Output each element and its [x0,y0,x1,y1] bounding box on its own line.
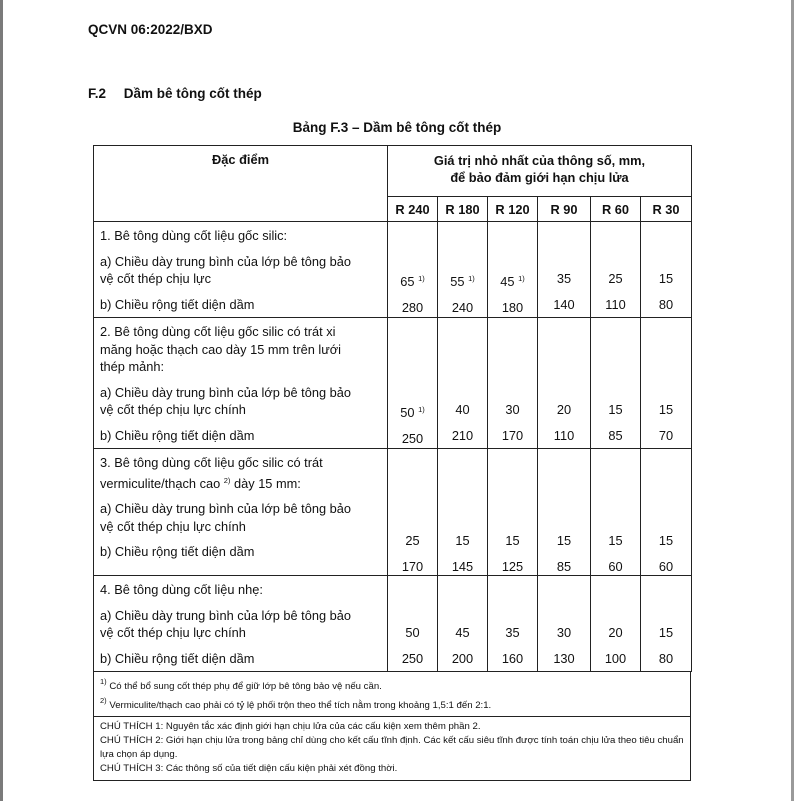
spacer [538,607,590,625]
spacer [388,358,437,376]
value-cell [538,318,591,449]
section-title: Dầm bê tông cốt thép [123,86,262,101]
row-gap [538,288,590,296]
row-gap [641,288,691,296]
row-gap [591,245,640,253]
cover-thickness-value [591,270,640,288]
value-number: 30 [505,402,520,417]
spacer [591,227,640,245]
row-gap [100,492,381,500]
value-cell [591,576,641,672]
value-number: 15 [608,533,623,548]
cover-thickness-value [641,624,691,642]
footnote [100,675,684,694]
notes-block [93,671,691,781]
header-rating: R 240 [388,197,438,222]
spacer [591,253,640,271]
spacer [388,227,437,245]
spacer [591,472,640,490]
cover-thickness-value [438,401,487,419]
section-width-value: 85 [556,558,572,574]
spacer [488,341,537,359]
value-cell [641,449,692,576]
spacer [641,607,691,625]
row-gap [591,288,640,296]
cover-thickness-value [591,624,640,642]
group-title-line: thép mảnh: [100,359,165,374]
spacer [641,358,691,376]
spacer [538,358,590,376]
spacer [538,341,590,359]
spacer [538,323,590,341]
spacer [641,323,691,341]
section-width-value: 210 [451,427,474,443]
row-gap [438,599,487,607]
row-gap [641,599,691,607]
value-number: 65 [400,274,415,289]
row-gap [641,550,691,558]
spacer [591,581,640,599]
spacer [438,227,487,245]
section-width-value: 170 [401,558,424,574]
row-gap [388,245,437,253]
row-gap [438,291,487,299]
row-gap [488,291,537,299]
spacer [438,253,487,271]
spacer [591,515,640,533]
row-gap [488,419,537,427]
feature-cell [94,576,388,672]
value-cell [438,449,488,576]
spacer [488,384,537,402]
section-width-value: 110 [553,427,575,443]
spacer [538,581,590,599]
value-number: 20 [608,625,623,640]
cover-thickness-value [388,532,437,550]
spacer [438,341,487,359]
row-gap [100,642,381,650]
value-cell [488,318,538,449]
value-cell [538,576,591,672]
spacer [388,472,437,490]
footnotes [94,671,690,716]
cover-thickness-value [641,532,691,550]
cover-thickness-value [388,624,437,642]
spacer [591,607,640,625]
spacer [591,358,640,376]
value-number: 45 [500,274,515,289]
value-cell [438,576,488,672]
spacer [538,253,590,271]
spacer [438,384,487,402]
spacer [641,472,691,490]
group-title-line-wrap [100,472,381,493]
section-width-value: 60 [658,558,674,574]
row-gap [100,376,381,384]
cover-thickness-value [538,270,590,288]
row-gap [591,507,640,515]
spacer [438,323,487,341]
value-number: 15 [658,625,674,640]
spacer [488,607,537,625]
sub-item-b-label: b) Chiều rộng tiết diện dầm [100,427,255,443]
group-title-line: 1. Bê tông dùng cốt liệu gốc silic: [100,228,288,243]
spacer [438,489,487,507]
row-gap [488,599,537,607]
row-gap [591,550,640,558]
spacer [538,227,590,245]
value-number: 40 [455,402,470,417]
table-row [94,222,692,318]
section-width-value: 130 [553,650,575,666]
row-gap [641,642,691,650]
sub-item-a-line: vệ cốt thép chịu lực chính [100,518,246,534]
spacer [388,384,437,402]
row-gap [438,376,487,384]
cover-thickness-value [388,401,437,422]
row-gap [641,376,691,384]
spacer [641,581,691,599]
sub-item-a-line: a) Chiều dày trung bình của lớp bê tông bảo [100,501,351,516]
spacer [538,515,590,533]
spacer [488,454,537,472]
remark: CHÚ THÍCH 1: Nguyên tắc xác định giới hạn chịu lửa của các cấu kiện xem thêm phần 2. [100,721,481,732]
table-row [94,318,692,449]
sub-item-a-line: a) Chiều dày trung bình của lớp bê tông bảo [100,607,351,623]
footnote-mark: 1) [100,677,107,686]
document-code: QCVN 06:2022/BXD [88,22,213,37]
row-gap [538,507,590,515]
value-cell [641,222,692,318]
cover-thickness-value [538,401,590,419]
value-cell [641,576,692,672]
cover-thickness-value [538,624,590,642]
sub-item-a-line: a) Chiều dày trung bình của lớp bê tông bảo [100,253,351,269]
row-gap [438,245,487,253]
feature-cell [94,449,388,576]
value-cell [591,222,641,318]
section-width-value: 100 [604,650,627,666]
header-value-line1: Giá trị nhỏ nhất của thông số, mm, [433,153,646,168]
section-width-value: 145 [451,558,474,574]
section-width-value: 125 [501,558,524,574]
cover-thickness-value [438,624,487,642]
row-gap [438,507,487,515]
row-gap [641,507,691,515]
value-number: 15 [455,533,470,548]
footnote-mark: 2) [223,475,231,485]
row-gap [538,550,590,558]
spacer [591,384,640,402]
header-row-top [94,146,692,197]
row-gap [388,507,437,515]
value-cell [488,222,538,318]
section-width-value: 280 [401,299,424,315]
spacer [538,384,590,402]
value-cell [538,222,591,318]
row-gap [388,599,437,607]
row-gap [538,642,590,650]
spacer [488,581,537,599]
spacer [388,454,437,472]
table-row [94,449,692,576]
value-number: 20 [556,402,572,417]
value-number: 15 [556,533,572,548]
cover-thickness-value [641,270,691,288]
row-gap [388,550,437,558]
row-gap [388,376,437,384]
footnote-mark: 1) [418,274,425,283]
value-cell [388,222,438,318]
spacer [488,358,537,376]
value-cell [438,222,488,318]
section-width-value: 80 [658,650,674,666]
spacer [388,323,437,341]
value-number: 55 [450,274,465,289]
spacer [438,472,487,490]
value-cell [488,576,538,672]
spacer [641,341,691,359]
value-cell [438,318,488,449]
group-title-line: 3. Bê tông dùng cốt liệu gốc silic có trát [100,455,323,470]
footnote-text: Có thể bổ sung cốt thép phụ để giữ lớp bê tông bảo vệ nếu cần. [109,681,382,692]
row-gap [438,419,487,427]
row-gap [388,422,437,430]
spacer [641,384,691,402]
row-gap [388,642,437,650]
section-width-value: 70 [658,427,674,443]
section-width-value: 200 [451,650,474,666]
sub-item-a-line: vệ cốt thép chịu lực [100,271,211,286]
spacer [488,323,537,341]
section-width-value: 170 [501,427,524,443]
spacer [538,454,590,472]
section-width-value: 250 [401,650,424,666]
value-cell [388,318,438,449]
row-gap [641,419,691,427]
value-number: 35 [505,625,520,640]
row-gap [591,376,640,384]
spacer [591,489,640,507]
spacer [488,515,537,533]
feature-cell [94,222,388,318]
spacer [388,581,437,599]
footnote [100,694,684,713]
value-number: 25 [405,533,420,548]
footnote-mark: 1) [468,274,475,283]
row-gap [488,642,537,650]
row-gap [488,507,537,515]
row-gap [100,288,381,296]
spacer [488,472,537,490]
sub-item-b-label: b) Chiều rộng tiết diện dầm [100,296,255,312]
header-rating: R 60 [591,197,641,222]
row-gap [591,599,640,607]
cover-thickness-value [591,401,640,419]
spacer [641,253,691,271]
value-number: 15 [658,271,674,286]
group-title-line: 4. Bê tông dùng cốt liệu nhẹ: [100,582,263,597]
row-gap [591,642,640,650]
row-gap [488,376,537,384]
header-feature: Đặc điểm [94,146,388,222]
section-heading [88,86,262,101]
header-rating: R 90 [538,197,591,222]
value-number: 30 [556,625,572,640]
table-title: Bảng F.3 – Dầm bê tông cốt thép [292,120,502,135]
group-title-line: măng hoặc thạch cao dày 15 mm trên lưới [100,341,342,357]
header-rating: R 30 [641,197,692,222]
header-rating: R 180 [438,197,488,222]
spacer [438,454,487,472]
value-number: 45 [455,625,470,640]
row-gap [538,599,590,607]
value-cell [641,318,692,449]
group-title-line: dày 15 mm: [234,475,301,491]
value-number: 15 [608,402,623,417]
header-value [388,146,692,197]
cover-thickness-value [488,624,537,642]
cover-thickness-value [488,532,537,550]
cover-thickness-value [438,270,487,291]
spacer [641,515,691,533]
row-gap [538,245,590,253]
row-gap [538,376,590,384]
cover-thickness-value [591,532,640,550]
group-title-line: vermiculite/thạch cao [100,475,221,491]
section-number: F.2 [88,86,107,101]
row-gap [100,535,381,543]
spacer [591,454,640,472]
sub-item-a-line: vệ cốt thép chịu lực chính [100,402,246,417]
remark: CHÚ THÍCH 2: Giới hạn chịu lửa trong bảng chỉ dùng cho kết cấu tĩnh định. Các kết cấu siêu tĩnh được tính toán chịu lửa theo tiêu chuẩn lựa chọn áp dụng. [100,735,684,760]
cover-thickness-value [538,532,590,550]
spacer [388,515,437,533]
section-width-value: 250 [401,430,424,446]
spacer [438,607,487,625]
row-gap [488,245,537,253]
value-number: 15 [658,533,674,548]
cover-thickness-value [641,401,691,419]
section-width-value: 80 [658,296,674,312]
value-number: 25 [608,271,623,286]
cover-thickness-value [438,532,487,550]
spacer [438,581,487,599]
row-gap [591,419,640,427]
spacer [488,489,537,507]
spacer [591,341,640,359]
footnote-mark: 1) [518,274,525,283]
spacer [488,253,537,271]
table-row [94,576,692,672]
footnote-mark: 1) [418,405,425,414]
row-gap [488,550,537,558]
fire-rating-table [93,145,692,672]
remarks [94,716,690,780]
spacer [538,489,590,507]
spacer [438,515,487,533]
row-gap [438,550,487,558]
section-width-value: 140 [553,296,575,312]
value-cell [591,449,641,576]
row-gap [100,245,381,253]
feature-cell [94,318,388,449]
sub-item-a-line: vệ cốt thép chịu lực chính [100,625,246,640]
spacer [641,227,691,245]
value-number: 50 [400,405,415,420]
section-width-value: 110 [605,296,626,312]
cover-thickness-value [488,401,537,419]
spacer [641,454,691,472]
row-gap [538,419,590,427]
header-value-line2: để bảo đảm giới hạn chịu lửa [450,170,629,185]
row-gap [641,245,691,253]
section-width-value: 240 [451,299,474,315]
value-cell [388,576,438,672]
cover-thickness-value [488,270,537,291]
cover-thickness-value [388,270,437,291]
row-gap [388,291,437,299]
row-gap [100,599,381,607]
row-gap [438,642,487,650]
sub-item-b-label: b) Chiều rộng tiết diện dầm [100,650,255,666]
value-cell [591,318,641,449]
spacer [538,472,590,490]
value-number: 50 [405,625,420,640]
sub-item-b-label: b) Chiều rộng tiết diện dầm [100,544,255,559]
spacer [388,607,437,625]
remark: CHÚ THÍCH 3: Các thông số của tiết diện cấu kiện phải xét đồng thời. [100,763,398,774]
value-number: 15 [505,533,520,548]
row-gap [100,419,381,427]
spacer [591,323,640,341]
value-cell [388,449,438,576]
footnote-mark: 2) [100,696,107,705]
value-cell [488,449,538,576]
value-number: 15 [658,402,674,417]
sub-item-a-line: a) Chiều dày trung bình của lớp bê tông bảo [100,384,351,400]
value-number: 35 [556,271,572,286]
spacer [388,253,437,271]
spacer [641,489,691,507]
section-width-value: 160 [501,650,524,666]
footnote-text: Vermiculite/thạch cao phải có tỷ lệ phối trộn theo thể tích nằm trong khoảng 1,5:1 đến 2:1. [109,700,492,711]
spacer [388,341,437,359]
group-title-line: 2. Bê tông dùng cốt liệu gốc silic có trát xi [100,324,336,339]
spacer [438,358,487,376]
section-width-value: 85 [608,427,623,443]
spacer [388,489,437,507]
spacer [488,227,537,245]
header-rating: R 120 [488,197,538,222]
section-width-value: 60 [608,558,623,574]
value-cell [538,449,591,576]
section-width-value: 180 [501,299,524,315]
